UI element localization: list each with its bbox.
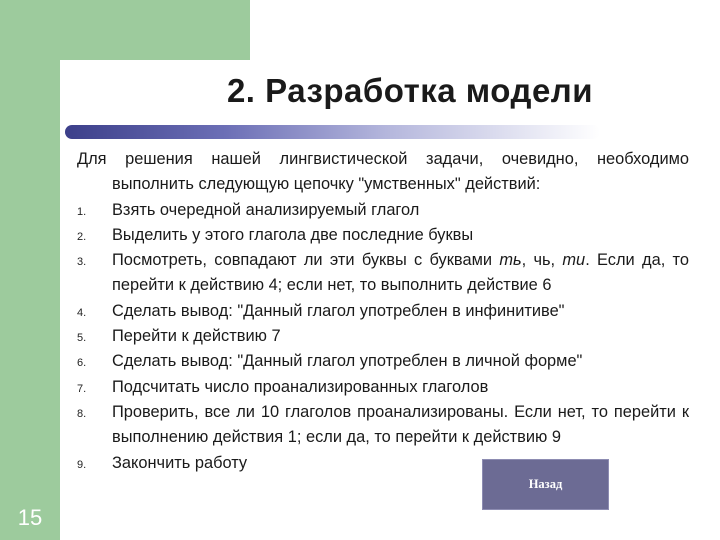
- intro-paragraph: Для решения нашей лингвистической задачи, очевидно, необходимо выполнить следующую цепочку "умственных" действий:: [77, 150, 689, 194]
- list-text: Закончить работу: [112, 453, 248, 472]
- list-text: Подсчитать число проанализированных глаголов: [112, 377, 489, 396]
- list-item: [77, 248, 689, 299]
- list-number: 3.: [77, 256, 87, 269]
- slide-title: 2. Разработка модели: [226, 72, 594, 109]
- list-text: , чь,: [521, 251, 563, 270]
- list-text: Посмотреть, совпадают ли эти буквы с буквами: [112, 251, 500, 270]
- list-number: 1.: [77, 205, 87, 218]
- decor-green-left: [0, 0, 60, 540]
- slide-number: 15: [17, 505, 43, 530]
- list-text-em: ть: [499, 251, 522, 270]
- list-number: 7.: [77, 382, 87, 395]
- list-text: Сделать вывод: "Данный глагол употреблен в личной форме": [112, 352, 583, 371]
- list-number: 8.: [77, 407, 87, 420]
- list-text: . Если да, то перейти к действию 4; если нет, то выполнить действие 6: [112, 251, 689, 295]
- list-text: Перейти к действию 7: [112, 327, 281, 346]
- list-item: [77, 324, 689, 349]
- list-item: [77, 223, 689, 248]
- list-number: 6.: [77, 357, 87, 370]
- list-item: [77, 375, 689, 400]
- list-item: [77, 198, 689, 223]
- list-number: 2.: [77, 230, 87, 243]
- list-number: 5.: [77, 332, 87, 345]
- steps-list: [77, 198, 689, 476]
- list-text: Сделать вывод: "Данный глагол употреблен в инфинитиве": [112, 301, 565, 320]
- list-text: Проверить, все ли 10 глаголов проанализированы. Если нет, то перейти к выполнению действия 1; если да, то перейти к действию 9: [112, 402, 689, 447]
- list-text-em: ти: [562, 251, 586, 270]
- list-text: Взять очередной анализируемый глагол: [112, 200, 420, 219]
- list-text: Выделить у этого глагола две последние буквы: [112, 225, 474, 244]
- list-item: [77, 400, 689, 451]
- list-number: 9.: [77, 458, 87, 471]
- list-number: 4.: [77, 306, 87, 319]
- list-item: [77, 349, 689, 374]
- title-underline-bar: [65, 125, 600, 139]
- list-item: [77, 299, 689, 324]
- back-button[interactable]: Назад: [482, 459, 609, 510]
- slide-body: [77, 147, 689, 476]
